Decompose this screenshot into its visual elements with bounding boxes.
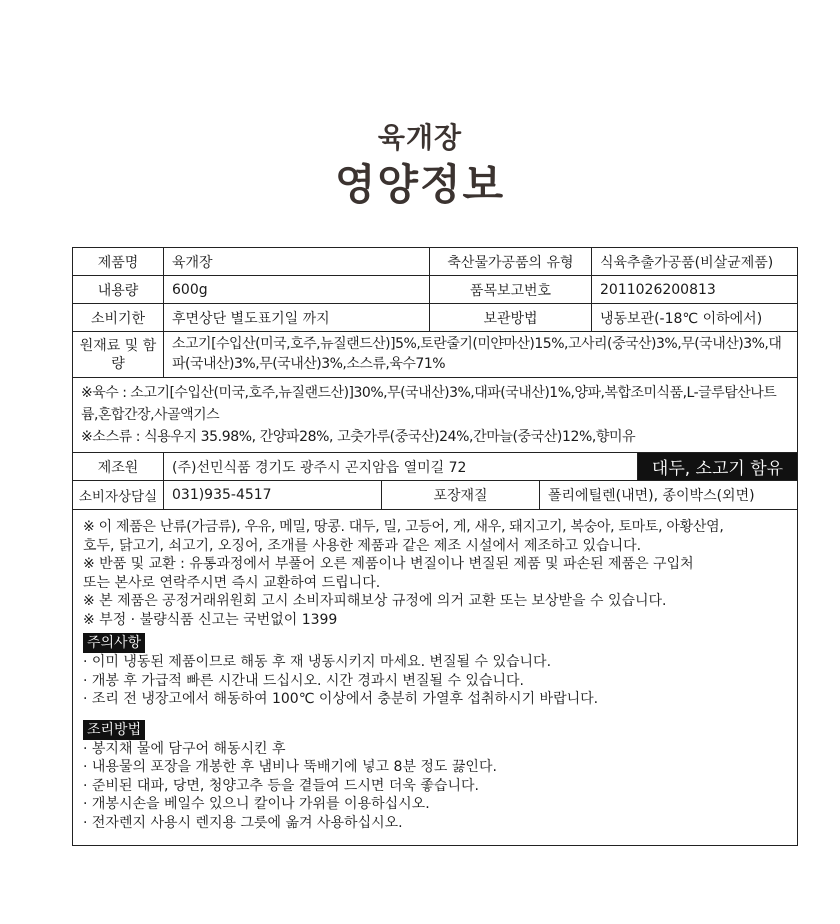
maker-value: (주)선민식품 경기도 광주시 곤지암읍 열미길 72 bbox=[164, 453, 638, 480]
notice-line: ※ 부정 · 불량식품 신고는 국번없이 1399 bbox=[83, 611, 338, 628]
ingredients-value: 소고기[수입산(미국,호주,뉴질랜드산)]5%,토란줄기(미얀마산)15%,고사리(중국산)3%,무(국내산)3%,대파(국내산)3%,무(국내산)3%,소스류,육수71% bbox=[172, 336, 782, 372]
package-value: 폴리에틸렌(내면), 종이박스(외면) bbox=[548, 488, 755, 504]
name-label: 제품명 bbox=[73, 248, 164, 275]
package-label: 포장재질 bbox=[382, 481, 540, 509]
consumer-value: 031)935-4517 bbox=[164, 481, 382, 509]
caution-line: · 이미 냉동된 제품이므로 해동 후 재 냉동시키지 마세요. 변질될 수 있습니다. bbox=[83, 654, 552, 670]
storage-label: 보관방법 bbox=[430, 304, 592, 331]
sauce-line: ※소스류 : 식용우지 35.98%, 간양파28%, 고춧가루(중국산)24%,간마늘(중국산)12%,향미유 bbox=[81, 429, 636, 445]
expiry-value: 후면상단 별도표기일 까지 bbox=[164, 304, 430, 331]
row-maker bbox=[73, 453, 797, 481]
ingredients-label: 원재료 및 함량 bbox=[73, 332, 164, 377]
caution-line: · 조리 전 냉장고에서 해동하여 100℃ 이상에서 충분히 가열후 섭취하시기 바랍니다. bbox=[83, 691, 599, 707]
row-sub-ingredients bbox=[73, 378, 797, 453]
row-product-name bbox=[73, 248, 797, 276]
storage-value: 냉동보관(-18℃ 이하에서) bbox=[600, 310, 763, 327]
product-title: 육개장 bbox=[377, 121, 463, 154]
caution-line: · 개봉 후 가급적 빠른 시간내 드십시오. 시간 경과시 변질될 수 있습니다. bbox=[83, 672, 524, 689]
cooking-line: · 내용물의 포장을 개봉한 후 냄비나 뚝배기에 넣고 8분 정도 끓인다. bbox=[83, 759, 497, 775]
cooking-line: · 전자렌지 사용시 렌지용 그릇에 옮겨 사용하십시오. bbox=[83, 814, 403, 831]
type-value: 식육추출가공품(비살균제품) bbox=[600, 254, 774, 271]
cooking-section bbox=[83, 719, 787, 833]
caution-heading: 주의사항 bbox=[83, 633, 145, 653]
notice-box bbox=[72, 509, 798, 846]
report-label: 품목보고번호 bbox=[430, 276, 592, 303]
notice-line: 호두, 닭고기, 쇠고기, 오징어, 조개를 사용한 제품과 같은 제조 시설에서 제조하고 있습니다. bbox=[83, 537, 642, 554]
row-volume bbox=[73, 276, 797, 304]
row-consumer bbox=[73, 481, 797, 509]
maker-label: 제조원 bbox=[73, 453, 164, 480]
consumer-label: 소비자상담실 bbox=[73, 481, 164, 509]
expiry-label: 소비기한 bbox=[73, 304, 164, 331]
volume-label: 내용량 bbox=[73, 276, 164, 303]
broth-line: ※육수 : 소고기[수입산(미국,호주,뉴질랜드산)]30%,무(국내산)3%,대파(국내산)1%,양파,복합조미식품,L-글루탐산나트륨,혼합간장,사골액기스 bbox=[81, 385, 777, 423]
row-expiry bbox=[73, 304, 797, 332]
name-value: 육개장 bbox=[164, 248, 430, 275]
cooking-line: · 봉지채 물에 담구어 해동시킨 후 bbox=[83, 740, 286, 757]
cooking-line: · 개봉시손을 베일수 있으니 칼이나 가위를 이용하십시오. bbox=[83, 796, 430, 812]
type-label: 축산물가공품의 유형 bbox=[430, 248, 592, 275]
product-info-table bbox=[72, 247, 798, 510]
page-subtitle: 영양정보 bbox=[334, 160, 506, 209]
volume-value: 600g bbox=[164, 276, 430, 303]
allergy-badge: 대두, 소고기 함유 bbox=[638, 453, 797, 480]
notice-line: ※ 본 제품은 공정거래위원회 고시 소비자피해보상 규정에 의거 교환 또는 보상받을 수 있습니다. bbox=[83, 593, 667, 609]
cooking-line: · 준비된 대파, 당면, 청양고추 등을 곁들여 드시면 더욱 좋습니다. bbox=[83, 777, 479, 794]
notice-line: ※ 이 제품은 난류(가금류), 우유, 메밀, 땅콩. 대두, 밀, 고등어, 게, 새우, 돼지고기, 복숭아, 토마토, 아황산염, bbox=[83, 519, 724, 535]
notice-line: 또는 본사로 연락주시면 즉시 교환하여 드립니다. bbox=[83, 574, 381, 591]
report-value: 2011026200813 bbox=[600, 281, 716, 298]
row-ingredients bbox=[73, 332, 797, 378]
cooking-heading: 조리방법 bbox=[83, 720, 145, 740]
notice-line: ※ 반품 및 교환 : 유통과정에서 부풀어 오른 제품이나 변질이나 변질된 제품 및 파손된 제품은 구입처 bbox=[83, 556, 694, 572]
caution-section bbox=[83, 632, 787, 709]
